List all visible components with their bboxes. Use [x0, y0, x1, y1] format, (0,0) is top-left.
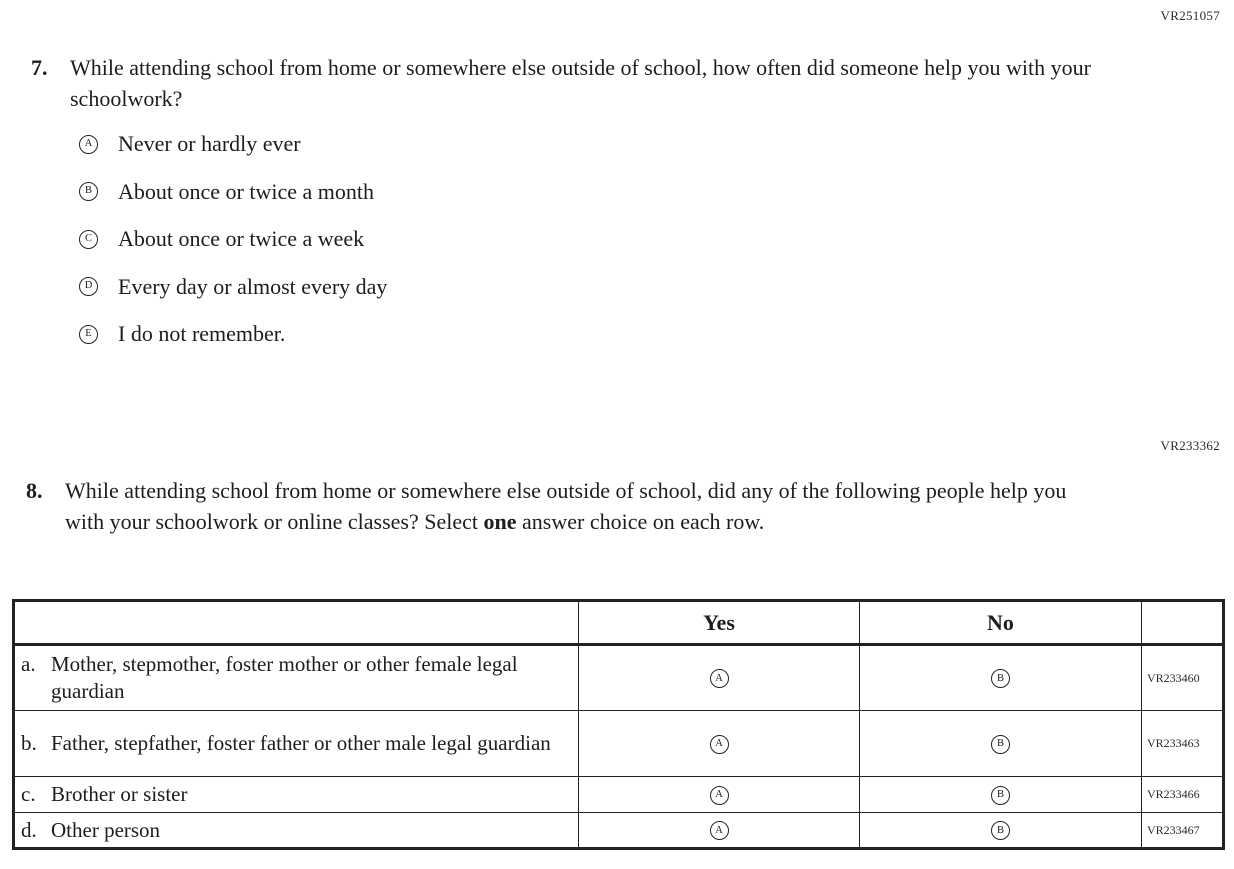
answer-bubble-b[interactable]: B [79, 182, 98, 201]
table-header-row [14, 601, 1224, 645]
row-b-yes-bubble[interactable]: A [710, 735, 729, 754]
answer-bubble-d[interactable]: D [79, 277, 98, 296]
question-8-table [12, 599, 1225, 850]
header-blank [14, 601, 579, 645]
q7-option-b[interactable] [79, 178, 387, 204]
row-b-text: Father, stepfather, foster father or other male legal guardian [51, 731, 551, 755]
q8-text-bold: one [483, 509, 517, 534]
row-c-yes-cell [579, 777, 860, 813]
row-d-yes-bubble[interactable]: A [710, 821, 729, 840]
row-c-label-cell [14, 777, 579, 813]
row-a-label-cell [14, 645, 579, 711]
header-no: No [860, 601, 1142, 645]
q7-option-d-label: Every day or almost every day [118, 273, 388, 299]
row-d-code: VR233467 [1142, 813, 1224, 849]
row-b-no-bubble[interactable]: B [991, 735, 1010, 754]
table-row-a [14, 645, 1224, 711]
row-b-code: VR233463 [1142, 711, 1224, 777]
question-8-number: 8. [26, 478, 43, 503]
question-7-number: 7. [31, 55, 48, 80]
q7-option-a[interactable] [79, 133, 387, 155]
table-row-d [14, 813, 1224, 849]
row-a-yes-cell [579, 645, 860, 711]
row-a-letter: a. [21, 652, 36, 676]
form-code-mid: VR233362 [1160, 438, 1220, 453]
answer-bubble-a[interactable]: A [79, 135, 98, 154]
question-8 [26, 475, 1101, 537]
q7-option-b-label: About once or twice a month [118, 178, 374, 204]
question-7-options [79, 133, 387, 371]
answer-bubble-c[interactable]: C [79, 230, 98, 249]
row-d-yes-cell [579, 813, 860, 849]
q8-text-part2: answer choice on each row. [516, 509, 765, 534]
q7-option-c[interactable] [79, 228, 387, 250]
row-a-no-cell [860, 645, 1142, 711]
row-d-text: Other person [51, 817, 161, 842]
row-a-no-bubble[interactable]: B [991, 669, 1010, 688]
table-row-c [14, 777, 1224, 813]
q7-option-e-label: I do not remember. [118, 321, 286, 346]
row-c-code: VR233466 [1142, 777, 1224, 813]
row-b-yes-cell [579, 711, 860, 777]
row-a-text: Mother, stepmother, foster mother or other female legal guardian [51, 652, 518, 703]
row-c-yes-bubble[interactable]: A [710, 786, 729, 805]
question-7 [31, 52, 1101, 114]
row-d-letter: d. [21, 817, 37, 842]
row-d-label-cell [14, 813, 579, 849]
q7-option-d[interactable] [79, 273, 388, 299]
row-d-no-cell [860, 813, 1142, 849]
q7-option-a-label: Never or hardly ever [118, 131, 301, 156]
q7-option-e[interactable] [79, 323, 387, 345]
row-b-letter: b. [21, 731, 37, 755]
q7-option-c-label: About once or twice a week [118, 226, 365, 251]
row-d-no-bubble[interactable]: B [991, 821, 1010, 840]
answer-bubble-e[interactable]: E [79, 325, 98, 344]
question-7-text: While attending school from home or somewhere else outside of school, how often did someone help you with your schoolwork? [70, 55, 1091, 111]
row-a-yes-bubble[interactable]: A [710, 669, 729, 688]
q8-text-part1: While attending school from home or somewhere else outside of school, did any of the following people help you with your schoolwork or online classes? Select [65, 478, 1067, 534]
row-c-letter: c. [21, 782, 36, 806]
row-c-no-bubble[interactable]: B [991, 786, 1010, 805]
row-b-label-cell [14, 711, 579, 777]
form-code-top: VR251057 [1160, 8, 1220, 23]
header-code-blank [1142, 601, 1224, 645]
row-c-no-cell [860, 777, 1142, 813]
header-yes: Yes [579, 601, 860, 645]
row-b-no-cell [860, 711, 1142, 777]
row-a-code: VR233460 [1142, 645, 1224, 711]
question-8-text [65, 475, 1101, 537]
row-c-text: Brother or sister [51, 782, 188, 806]
table-row-b [14, 711, 1224, 777]
